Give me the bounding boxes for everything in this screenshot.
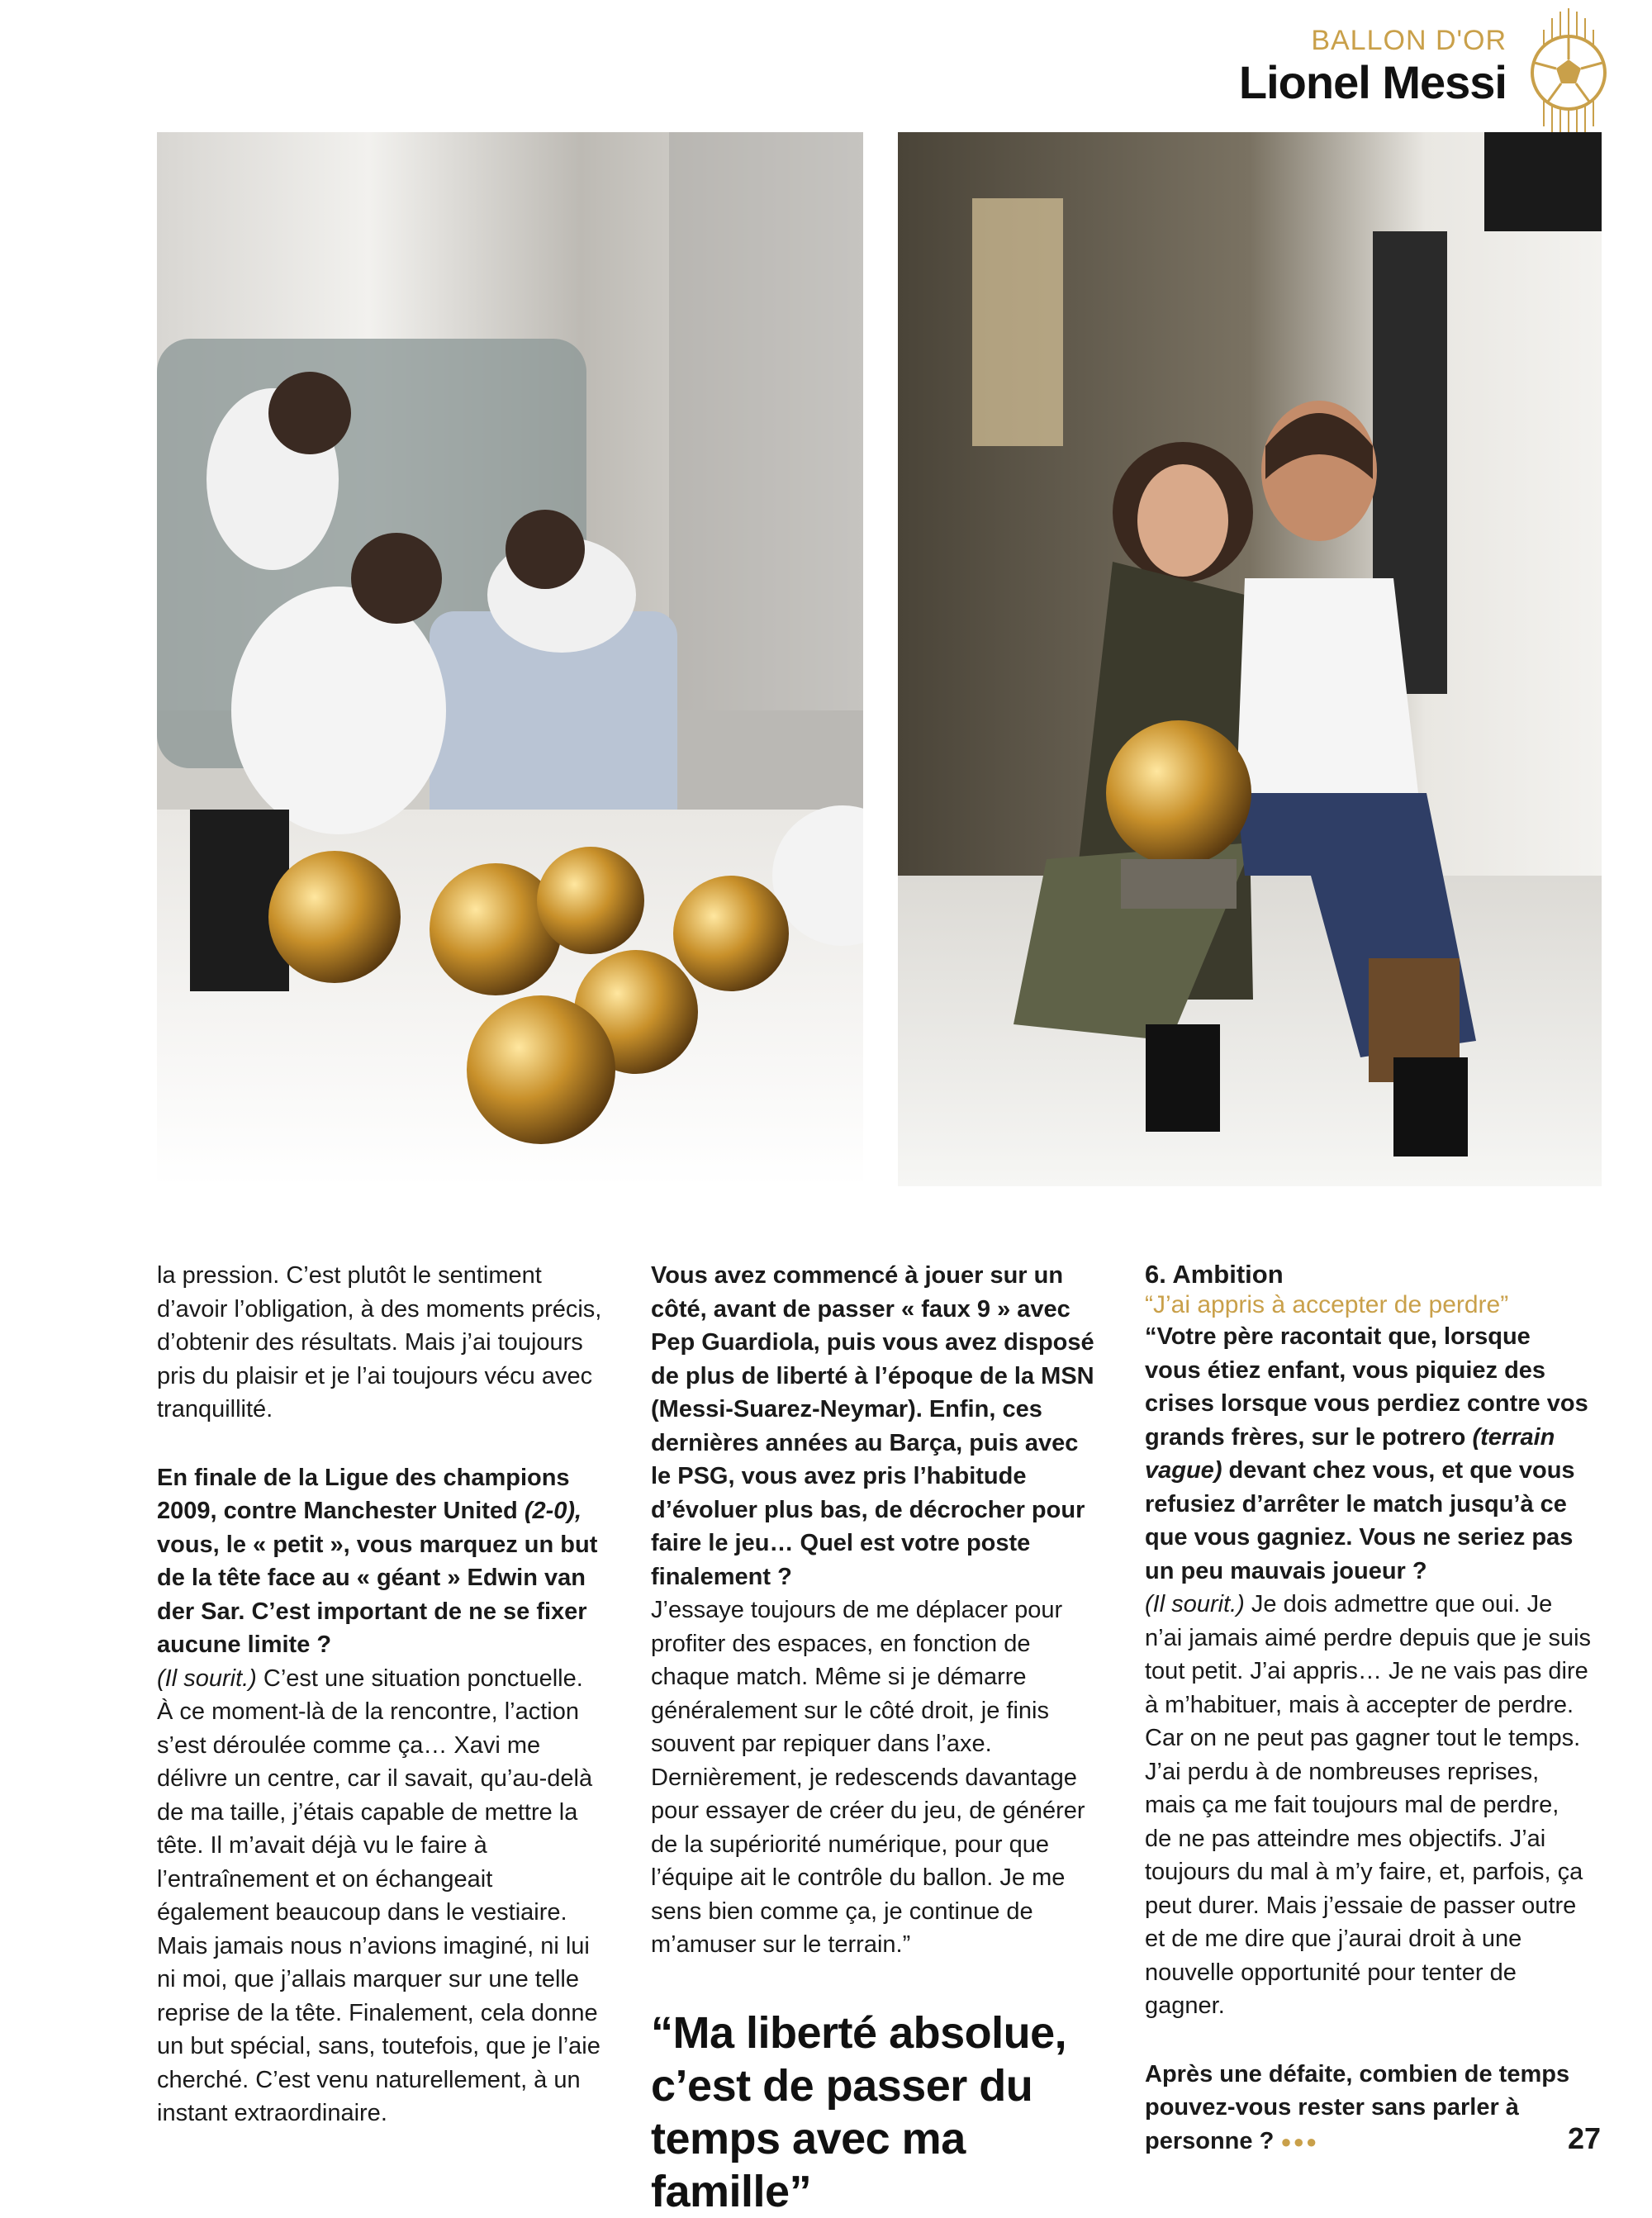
question-text-continued: vous, le « petit », vous marquez un but de la tête face au « géant » Edwin van der Sar. C’est important de ne se fixer aucune limite ? <box>157 1531 598 1658</box>
question-paragraph <box>1145 2058 1591 2159</box>
question-text: “Votre père racontait que, lorsque vous étiez enfant, vous piquiez des crises lorsque vous perdiez contre vos grands frères, sur le potrero <box>1145 1323 1588 1451</box>
answer-paragraph: J’essaye toujours de me déplacer pour profiter des espaces, en fonction de chaque match. Même si je démarre généralement sur le côté droit, je finis souvent par repiquer dans l’axe. Dernièrement, je redescends davantage pour essayer de créer du jeu, de générer de la supériorité numérique, pour que l’équipe ait le contrôle du ballon. Je me sens bien comme ça, je continue de m’amuser sur le terrain.” <box>651 1597 1085 1958</box>
section-subtitle: “J’ai appris à accepter de perdre” <box>1145 1291 1509 1318</box>
photo-children-trophies <box>157 132 863 1186</box>
answer-text: Je dois admettre que oui. Je n’ai jamais aimé perdre depuis que je suis tout petit. J’ai appris… Je ne vais pas dire à m’habituer, mais à accepter de perdre. Car on ne peut pas gagner tout le temps. J’ai perdu à de nombreuses reprises, mais ça me fait toujours mal de perdre, de ne pas atteindre mes objectifs. J’ai toujours du mal à m’y faire, et, parfois, ça peut durer. Mais j’essaie de passer outre et de me dire que j’aurai droit à une nouvelle opportunité pour tenter de gagner. <box>1145 1591 1592 2019</box>
article-column-2 <box>651 1259 1097 2218</box>
question-text: En finale de la Ligue des champions 2009, contre Manchester United <box>157 1464 570 1524</box>
page-header <box>1239 25 1507 109</box>
question-score: (2-0), <box>524 1498 582 1524</box>
answer-text: C’est une situation ponctuelle. À ce moment-là de la rencontre, l’action s’est déroulée comme ça… Xavi me délivre un centre, car il savait, qu’au-delà de ma taille, j’étais capable de mettre la tête. Il m’avait déjà vu le faire à l’entraînement et on échangeait également beaucoup dans le vestiaire. Mais jamais nous n’avions imaginé, ni lui ni moi, que j’allais marquer sur une telle reprise de la tête. Finalement, cela donne un but spécial, sans, toutefois, que je l’aie cherché. C’est venu naturellement, à un instant extraordinaire. <box>157 1665 601 2126</box>
answer-paragraph: la pression. C’est plutôt le sentiment d’avoir l’obligation, à des moments précis, d’obtenir des résultats. Mais j’ai toujours pris du plaisir et je l’ai toujours vécu avec tranquillité. <box>157 1262 602 1422</box>
pull-quote: “Ma liberté absolue, c’est de passer du temps avec ma famille” <box>651 2007 1067 2216</box>
page-title: Lionel Messi <box>1238 56 1507 108</box>
question-paragraph <box>157 1461 603 1662</box>
photo-couple-trophy <box>898 132 1602 1186</box>
section-kicker: BALLON D'OR <box>1311 25 1507 56</box>
question-text-continued: devant chez vous, et que vous refusiez d’arrêter le match jusqu’à ce que vous gagniez. Vous ne seriez pas un peu mauvais joueur ? <box>1145 1457 1575 1584</box>
question-paragraph: Vous avez commencé à jouer sur un côté, avant de passer « faux 9 » avec Pep Guardiola, puis vous avez disposé de plus de liberté à l’époque de la MSN (Messi-Suarez-Neymar). Enfin, ces dernières années au Barça, puis avec le PSG, vous avez pris l’habitude d’évoluer plus bas, de décrocher pour faire le jeu… Quel est votre poste finalement ? <box>651 1262 1094 1590</box>
article-column-3 <box>1145 1259 1591 2159</box>
question-aside: (terrain vague) <box>1145 1423 1555 1484</box>
stage-direction: (Il sourit.) <box>157 1665 257 1692</box>
article-column-1 <box>157 1259 603 2130</box>
answer-paragraph <box>1145 1588 1591 2023</box>
answer-paragraph <box>157 1662 603 2130</box>
section-title: 6. Ambition <box>1145 1260 1284 1289</box>
continue-dots-icon: ●●● <box>1280 2130 1319 2152</box>
question-text: Après une défaite, combien de temps pouvez-vous rester sans parler à personne ? <box>1145 2060 1570 2154</box>
page-number: 27 <box>1567 2121 1601 2155</box>
question-paragraph <box>1145 1320 1591 1588</box>
stage-direction: (Il sourit.) <box>1145 1591 1245 1617</box>
